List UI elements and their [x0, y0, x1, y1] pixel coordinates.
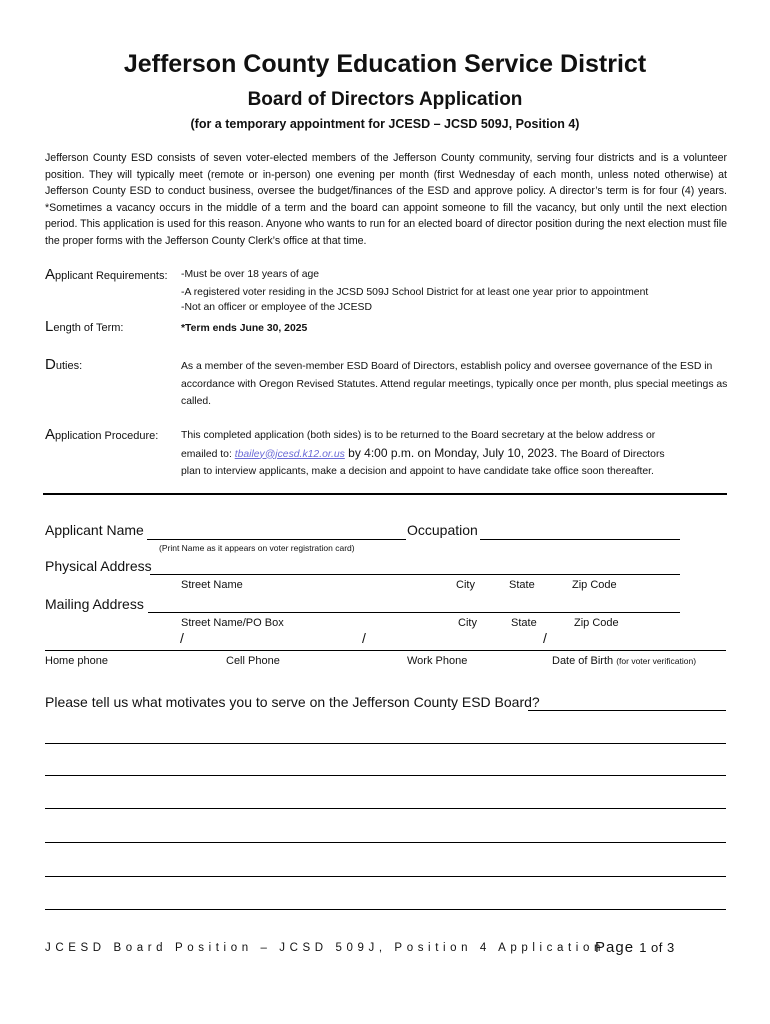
mailing-address-field[interactable] [148, 612, 680, 613]
occupation-field[interactable] [480, 539, 680, 540]
applicant-name-field[interactable] [147, 539, 406, 540]
answer-line[interactable] [45, 876, 726, 877]
zip-caption: Zip Code [574, 617, 619, 629]
home-phone-caption: Home phone [45, 655, 108, 667]
answer-line[interactable] [45, 808, 726, 809]
motivation-question: Please tell us what motivates you to serve on the Jefferson County ESD Board? [45, 694, 540, 710]
physical-address-label: Physical Address [45, 558, 152, 574]
print-name-note: (Print Name as it appears on voter registration card) [159, 543, 355, 553]
cell-phone-caption: Cell Phone [226, 655, 280, 667]
duties-value: As a member of the seven-member ESD Board of Directors, establish policy and oversee governance of the ESD in accordance with Oregon Revised Statutes. Attend regular meetings, typically once per month, plus special meetings as called. [181, 361, 728, 407]
answer-line[interactable] [45, 775, 726, 776]
answer-line[interactable] [45, 842, 726, 843]
document-subtitle: Board of Directors Application [247, 89, 523, 110]
occupation-label: Occupation [407, 522, 478, 538]
city-caption: City [458, 617, 477, 629]
requirement-item: -A registered voter residing in the JCSD 509J School District for at least one year prior to appointment [181, 286, 649, 298]
requirements-list [181, 266, 731, 317]
section-divider [43, 493, 727, 495]
term-label: Length of Term: [45, 318, 124, 335]
procedure-line: emailed to: tbailey@jcesd.k12.or.us by 4:00 p.m. on Monday, July 10, 2023. The Board of Directors [181, 445, 665, 460]
dob-caption: Date of Birth (for voter verification) [552, 655, 697, 667]
term-value: *Term ends June 30, 2025 [181, 323, 308, 334]
zip-caption: Zip Code [572, 579, 617, 591]
applicant-name-label: Applicant Name [45, 522, 144, 538]
requirements-label: Applicant Requirements: [45, 266, 168, 283]
physical-address-field[interactable] [150, 574, 680, 575]
appointment-note: (for a temporary appointment for JCESD – JCSD 509J, Position 4) [190, 117, 580, 131]
procedure-line: plan to interview applicants, make a decision and appoint to have candidate take office soon thereafter. [181, 466, 654, 477]
street-name-caption: Street Name [181, 579, 243, 591]
requirement-item: -Not an officer or employee of the JCESD [181, 302, 372, 313]
footer-page-number: Page 1 of 3 [595, 939, 675, 956]
procedure-line: This completed application (both sides) is to be returned to the Board secretary at the below address or [181, 430, 656, 441]
intro-paragraph: Jefferson County ESD consists of seven voter-elected members of the Jefferson County community, serving four districts and is a volunteer position. They will typically meet (remote or in-person) one evening per month (first Wednesday of each month, unless noted otherwise) at Jefferson County ESD to conduct business, oversee the budget/finances of the ESD and approve policy. A director’s term is for four (4) years. *Sometimes a vacancy occurs in the middle of a term and the board can appoint someone to fill the vacancy, but only until the next election period. This application is used for this reason. Anyone who wants to run for an elected board of director position during the next election must file the proper forms with the Jefferson County Clerk’s office at that time. [45, 152, 727, 247]
document-title: Jefferson County Education Service District [123, 50, 647, 78]
slash-separator: / [362, 630, 366, 646]
answer-line[interactable] [45, 909, 726, 910]
slash-separator: / [180, 630, 184, 646]
street-po-caption: Street Name/PO Box [181, 617, 284, 629]
motivation-answer-start[interactable] [528, 710, 726, 711]
procedure-value [181, 427, 731, 481]
requirement-item: -Must be over 18 years of age [181, 269, 320, 280]
secretary-email-link[interactable]: tbailey@jcesd.k12.or.us [234, 448, 345, 460]
work-phone-caption: Work Phone [407, 655, 468, 667]
state-caption: State [509, 579, 535, 591]
mailing-address-label: Mailing Address [45, 596, 144, 612]
footer-document-name: JCESD Board Position – JCSD 509J, Position 4 Application [45, 942, 605, 954]
state-caption: State [511, 617, 537, 629]
slash-separator: / [543, 630, 547, 646]
procedure-label: Application Procedure: [45, 426, 159, 443]
phone-line-field[interactable] [45, 650, 726, 651]
duties-label: Duties: [45, 356, 83, 373]
answer-line[interactable] [45, 743, 726, 744]
city-caption: City [456, 579, 475, 591]
